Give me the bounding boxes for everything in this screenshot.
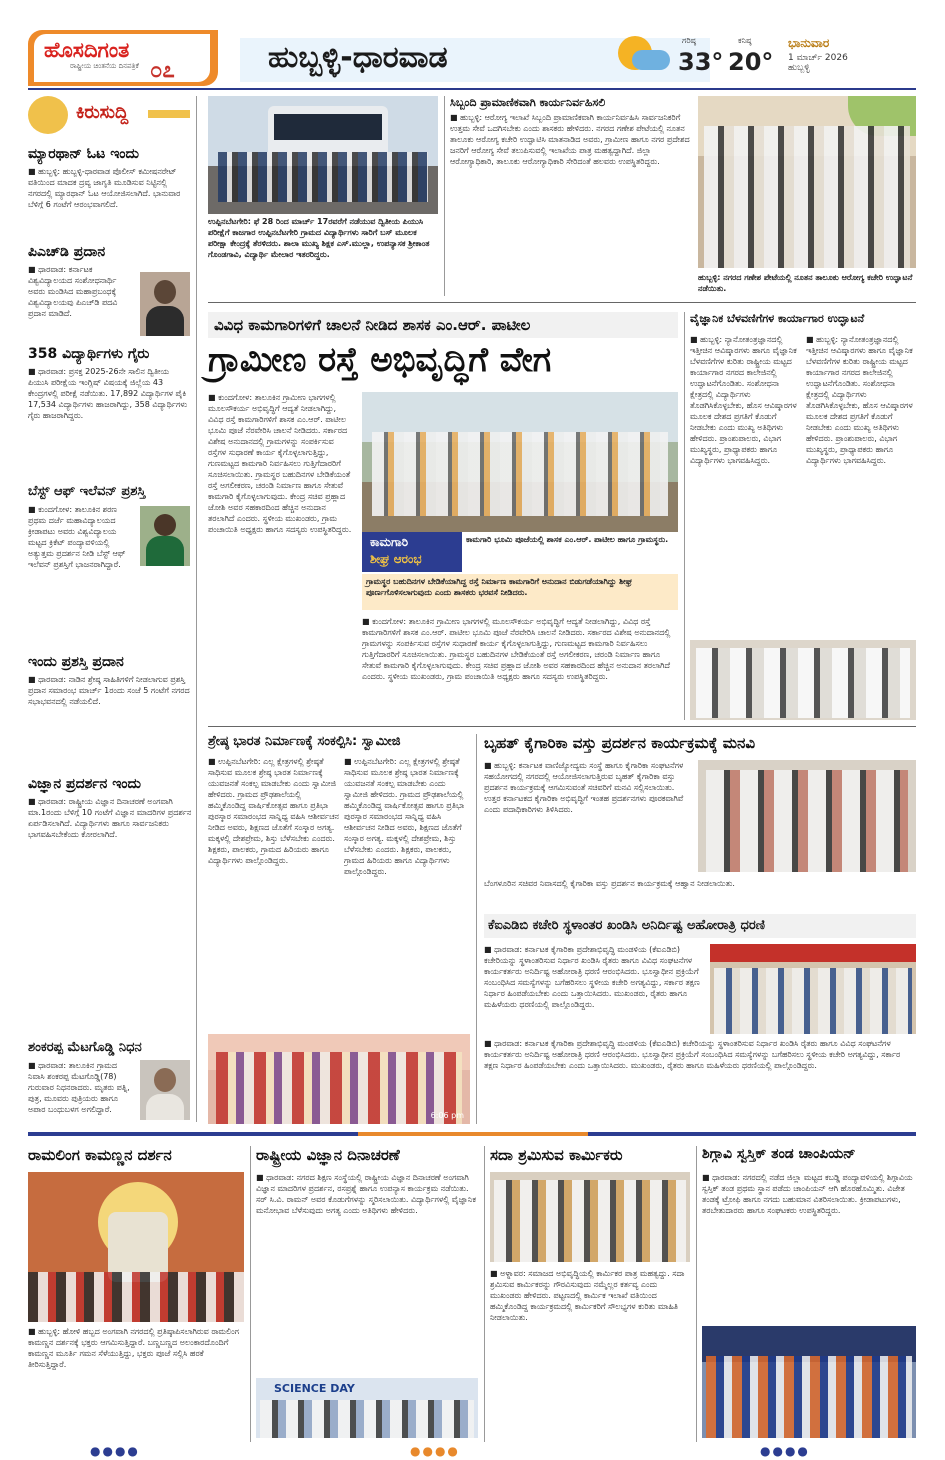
column-divider <box>196 96 197 1122</box>
page-number: ೦೭ <box>150 58 175 83</box>
expo-caption: ಬೆಂಗಳೂರಿನ ಸಚಿವರ ನಿವಾಸದಲ್ಲಿ ಕೈಗಾರಿಕಾ ವಸ್ತು ಪ್ರದರ್ಶನ ಕಾರ್ಯಕ್ರಮಕ್ಕೆ ಆಹ್ವಾನ ನೀಡಲಾಯಿತು. <box>484 879 735 888</box>
health-photo <box>698 96 916 268</box>
expo-photo <box>698 760 916 872</box>
lead-badge <box>362 532 462 572</box>
health-body: ■ ಹುಬ್ಬಳ್ಳಿ: ಆರೋಗ್ಯ ಇಲಾಖೆ ಸಿಬ್ಬಂದಿ ಪ್ರಾಮಾಣಿಕವಾಗಿ ಕಾರ್ಯನಿರ್ವಹಿಸಿ ಸಾರ್ವಜನಿಕರಿಗೆ ಉತ್ತಮ ಸೇವೆ ಒದಗಿಸಬೇಕು ಎಂದು ಶಾಸಕರು ಹೇಳಿದರು. ನಗರದ ಗಣೇಶ ಪೇಟೆಯಲ್ಲಿ ನೂತನ ತಾಲೂಕು ಆರೋಗ್ಯ ಕಚೇರಿ ಉದ್ಘಾಟಿಸಿ ಮಾತನಾಡಿದ ಅವರು, ಗ್ರಾಮೀಣ ಹಾಗೂ ನಗರ ಪ್ರದೇಶದ ಜನರಿಗೆ ಆರೋಗ್ಯ ಸೇವೆ ತಲುಪಿಸುವಲ್ಲಿ ಇಲಾಖೆಯ ಪಾತ್ರ ಮಹತ್ವದ್ದಾಗಿದೆ. ಜಿಲ್ಲಾ ಆರೋಗ್ಯಾಧಿಕಾರಿ, ತಾಲೂಕು ಆರೋಗ್ಯಾಧಿಕಾರಿ ಸೇರಿದಂತೆ ಹಲವರು ಉಪಸ್ಥಿತರಿದ್ದರು. <box>450 113 690 166</box>
brief-body-3: ■ ಧಾರವಾಡ: ಪ್ರಸಕ್ತ 2025-26ನೇ ಸಾಲಿನ ದ್ವಿತೀಯ ಪಿಯುಸಿ ಪರೀಕ್ಷೆಯ ಇಂಗ್ಲಿಷ್ ವಿಷಯಕ್ಕೆ ಜಿಲ್ಲೆಯ 43 ಕೇಂದ್ರಗಳಲ್ಲಿ ಪರೀಕ್ಷೆ ನಡೆಯಿತು. 17,892 ವಿದ್ಯಾರ್ಥಿಗಳ ಪೈಕಿ 17,534 ವಿದ್ಯಾರ್ಥಿಗಳು ಹಾಜರಾಗಿದ್ದು, 358 ವಿದ್ಯಾರ್ಥಿಗಳು ಗೈರು ಹಾಜರಾಗಿದ್ದರು. <box>28 367 188 420</box>
kirusuddi-bar <box>148 110 190 118</box>
protest-head: ಕೆಐಎಡಿಬಿ ಕಚೇರಿ ಸ್ಥಳಾಂತರ ಖಂಡಿಸಿ ಅನಿರ್ದಿಷ್ಟ ಅಹೋರಾತ್ರಿ ಧರಣಿ <box>484 914 916 938</box>
lead-badge-1: ಕಾಮಗಾರಿ <box>370 535 409 549</box>
bottom-bar-blue-2 <box>588 1132 916 1136</box>
lead-body: ■ ಕುಂದಗೋಳ: ತಾಲೂಕಿನ ಗ್ರಾಮೀಣ ಭಾಗಗಳಲ್ಲಿ ಮೂಲಸೌಕರ್ಯ ಅಭಿವೃದ್ಧಿಗೆ ಆದ್ಯತೆ ನೀಡಲಾಗಿದ್ದು, ವಿವಿಧ ರಸ್ತೆ ಕಾಮಗಾರಿಗಳಿಗೆ ಶಾಸಕ ಎಂ.ಆರ್. ಪಾಟೀಲ ಭೂಮಿ ಪೂಜೆ ನೆರವೇರಿಸಿ ಚಾಲನೆ ನೀಡಿದರು. ಸರ್ಕಾರದ ವಿಶೇಷ ಅನುದಾನದಲ್ಲಿ ಗ್ರಾಮಗಳನ್ನು ಸಂಪರ್ಕಿಸುವ ರಸ್ತೆಗಳ ಸುಧಾರಣೆ ಕಾರ್ಯ ಕೈಗೊಳ್ಳಲಾಗುತ್ತಿದ್ದು, ಗುಣಮಟ್ಟದ ಕಾಮಗಾರಿ ನಿರ್ವಹಿಸಲು ಗುತ್ತಿಗೆದಾರರಿಗೆ ಸೂಚಿಸಲಾಯಿತು. ಗ್ರಾಮಸ್ಥರ ಬಹುದಿನಗಳ ಬೇಡಿಕೆಯಂತೆ ರಸ್ತೆ ಅಗಲೀಕರಣ, ಚರಂಡಿ ನಿರ್ಮಾಣ ಹಾಗೂ ಸೇತುವೆ ಕಾಮಗಾರಿ ಕೈಗೊಳ್ಳಲಾಗುವುದು. ಕೇಂದ್ರ ಸಚಿವ ಪ್ರಹ್ಲಾದ ಜೋಶಿ ಅವರ ಸಹಕಾರದಿಂದ ಹೆಚ್ಚಿನ ಅನುದಾನ ತರಲಾಗಿದೆ ಎಂದರು. ಸ್ಥಳೀಯ ಮುಖಂಡರು, ಗ್ರಾಮ ಪಂಚಾಯಿತಿ ಅಧ್ಯಕ್ಷರು ಹಾಗೂ ಸದಸ್ಯರು ಉಪಸ್ಥಿತರಿದ್ದರು. <box>208 393 352 534</box>
brief-body-2: ■ ಧಾರವಾಡ: ಕರ್ನಾಟಕ ವಿಶ್ವವಿದ್ಯಾಲಯದ ಸಂಶೋಧನಾರ್ಥಿ ಅವರು ಮಂಡಿಸಿದ ಮಹಾಪ್ರಬಂಧಕ್ಕೆ ವಿಶ್ವವಿದ್ಯಾಲಯವು ಪಿಎಚ್‌ಡಿ ಪದವಿ ಪ್ರದಾನ ಮಾಡಿದೆ. <box>28 265 118 318</box>
column-divider-3 <box>684 312 685 720</box>
workshop-body: ■ ಹುಬ್ಬಳ್ಳಿ: ನ್ಯಾನೋತಂತ್ರಜ್ಞಾನದಲ್ಲಿ ಇತ್ತೀಚಿನ ಆವಿಷ್ಕಾರಗಳು ಹಾಗೂ ವೈಜ್ಞಾನಿಕ ಬೆಳವಣಿಗೆಗಳ ಕುರಿತು ರಾಷ್ಟ್ರೀಯ ಮಟ್ಟದ ಕಾರ್ಯಾಗಾರ ನಗರದ ಕಾಲೇಜಿನಲ್ಲಿ ಉದ್ಘಾಟನೆಗೊಂಡಿತು. ಸಂಶೋಧನಾ ಕ್ಷೇತ್ರದಲ್ಲಿ ವಿದ್ಯಾರ್ಥಿಗಳು ತೊಡಗಿಸಿಕೊಳ್ಳಬೇಕು, ಹೊಸ ಆವಿಷ್ಕಾರಗಳ ಮೂಲಕ ದೇಶದ ಪ್ರಗತಿಗೆ ಕೊಡುಗೆ ನೀಡಬೇಕು ಎಂದು ಮುಖ್ಯ ಅತಿಥಿಗಳು ಹೇಳಿದರು. ಪ್ರಾಂಶುಪಾಲರು, ವಿಭಾಗ ಮುಖ್ಯಸ್ಥರು, ಪ್ರಾಧ್ಯಾಪಕರು ಹಾಗೂ ವಿದ್ಯಾರ್ಥಿಗಳು ಭಾಗವಹಿಸಿದ್ದರು. <box>690 335 797 465</box>
lead-photo-caption: ಕಾಮಗಾರಿ ಭೂಮಿ ಪೂಜೆಯಲ್ಲಿ ಶಾಸಕ ಎಂ.ಆರ್. ಪಾಟೀಲ ಹಾಗೂ ಗ್ರಾಮಸ್ಥರು. <box>466 535 669 544</box>
ramalinga-head: ರಾಮಲಿಂಗ ಕಾಮಣ್ಣನ ದರ್ಶನ <box>28 1146 172 1164</box>
column-divider-7 <box>696 1146 697 1442</box>
hand-icon <box>28 96 68 134</box>
brief-body-1: ■ ಹುಬ್ಬಳ್ಳಿ: ಹುಬ್ಬಳ್ಳಿ-ಧಾರವಾಡ ಪೊಲೀಸ್ ಕಮೀಷನರೇಟ್ ವತಿಯಿಂದ ಮಾದಕ ದ್ರವ್ಯ ಜಾಗೃತಿ ಮೂಡಿಸುವ ನಿಟ್ಟಿನಲ್ಲಿ ನಗರದಲ್ಲಿ ಮ್ಯಾರಥಾನ್ ಓಟ ಆಯೋಜಿಸಲಾಗಿದೆ. ಭಾನುವಾರ ಬೆಳಿಗ್ಗೆ 6 ಗಂಟೆಗೆ ಆರಂಭವಾಗಲಿದೆ. <box>28 167 181 209</box>
logo-text: ಹೊಸದಿಗಂತ <box>44 38 130 62</box>
kabaddi-head: ಶಿಗ್ಗಾವಿ ಸ್ವಸ್ತಿಕ್ ತಂಡ ಚಾಂಪಿಯನ್ <box>702 1146 856 1162</box>
min-temp: 20° <box>728 48 774 76</box>
workshop-photo <box>690 640 916 720</box>
expo-head: ಬೃಹತ್ ಕೈಗಾರಿಕಾ ವಸ್ತು ಪ್ರದರ್ಶನ ಕಾರ್ಯಕ್ರಮಕ್ಕೆ ಮನವಿ <box>484 734 755 752</box>
health-head: ಸಿಬ್ಬಂದಿ ಪ್ರಾಮಾಣಿಕವಾಗಿ ಕಾರ್ಯನಿರ್ವಹಿಸಲಿ <box>450 96 606 109</box>
brief-body-4: ■ ಕುಂದಗೋಳ: ತಾಲೂಕಿನ ಶರಣ ಪ್ರಥಮ ದರ್ಜೆ ಮಹಾವಿದ್ಯಾಲಯದ ಕ್ರೀಡಾಪಟು ಅವರು ವಿಶ್ವವಿದ್ಯಾಲಯ ಮಟ್ಟದ ಕ್ರಿಕೆಟ್ ಪಂದ್ಯಾವಳಿಯಲ್ಲಿ ಅತ್ಯುತ್ತಮ ಪ್ರದರ್ಶನ ನೀಡಿ ಬೆಸ್ಟ್ ಆಫ್ ಇಲೆವನ್ ಪ್ರಶಸ್ತಿಗೆ ಭಾಜನರಾಗಿದ್ದಾರೆ. <box>28 505 126 569</box>
brief-head-4: ಬೆಸ್ಟ್ ಆಫ್ ಇಲೆವನ್ ಪ್ರಶಸ್ತಿ <box>28 484 146 499</box>
brief-head-7: ಶಂಕರಪ್ಪ ಮೆಟಗೊಡ್ಡಿ ನಿಧನ <box>28 1040 142 1055</box>
lead-body-2: ■ ಕುಂದಗೋಳ: ತಾಲೂಕಿನ ಗ್ರಾಮೀಣ ಭಾಗಗಳಲ್ಲಿ ಮೂಲಸೌಕರ್ಯ ಅಭಿವೃದ್ಧಿಗೆ ಆದ್ಯತೆ ನೀಡಲಾಗಿದ್ದು, ವಿವಿಧ ರಸ್ತೆ ಕಾಮಗಾರಿಗಳಿಗೆ ಶಾಸಕ ಎಂ.ಆರ್. ಪಾಟೀಲ ಭೂಮಿ ಪೂಜೆ ನೆರವೇರಿಸಿ ಚಾಲನೆ ನೀಡಿದರು. ಸರ್ಕಾರದ ವಿಶೇಷ ಅನುದಾನದಲ್ಲಿ ಗ್ರಾಮಗಳನ್ನು ಸಂಪರ್ಕಿಸುವ ರಸ್ತೆಗಳ ಸುಧಾರಣೆ ಕಾರ್ಯ ಕೈಗೊಳ್ಳಲಾಗುತ್ತಿದ್ದು, ಗುಣಮಟ್ಟದ ಕಾಮಗಾರಿ ನಿರ್ವಹಿಸಲು ಗುತ್ತಿಗೆದಾರರಿಗೆ ಸೂಚಿಸಲಾಯಿತು. ಗ್ರಾಮಸ್ಥರ ಬಹುದಿನಗಳ ಬೇಡಿಕೆಯಂತೆ ರಸ್ತೆ ಅಗಲೀಕರಣ, ಚರಂಡಿ ನಿರ್ಮಾಣ ಹಾಗೂ ಸೇತುವೆ ಕಾಮಗಾರಿ ಕೈಗೊಳ್ಳಲಾಗುವುದು. ಕೇಂದ್ರ ಸಚಿವ ಪ್ರಹ್ಲಾದ ಜೋಶಿ ಅವರ ಸಹಕಾರದಿಂದ ಹೆಚ್ಚಿನ ಅನುದಾನ ತರಲಾಗಿದೆ ಎಂದರು. ಸ್ಥಳೀಯ ಮುಖಂಡರು, ಗ್ರಾಮ ಪಂಚಾಯಿತಿ ಅಧ್ಯಕ್ಷರು ಹಾಗೂ ಸದಸ್ಯರು ಉಪಸ್ಥಿತರಿದ್ದರು. <box>362 617 671 681</box>
portrait-photo-2 <box>140 506 190 566</box>
workers-head: ಸದಾ ಶ್ರಮಿಸುವ ಕಾರ್ಮಿಕರು <box>490 1146 623 1164</box>
science-banner: SCIENCE DAY <box>274 1382 355 1395</box>
column-divider-6 <box>484 1146 485 1442</box>
kabaddi-photo <box>702 1326 916 1438</box>
kirusuddi-title: ಕಿರುಸುದ್ದಿ <box>76 102 129 123</box>
protest-photo <box>710 944 916 1034</box>
portrait-photo <box>140 272 190 336</box>
logo-tagline: ರಾಷ್ಟ್ರೀಯ ಚಿಂತನೆಯ ದಿನಪತ್ರಿಕೆ <box>70 62 139 70</box>
swamiji-body: ■ ಉಪ್ಪಿನಬೆಟಗೇರಿ: ಎಲ್ಲ ಕ್ಷೇತ್ರಗಳಲ್ಲಿ ಶ್ರೇಷ್ಠತೆ ಸಾಧಿಸುವ ಮೂಲಕ ಶ್ರೇಷ್ಠ ಭಾರತ ನಿರ್ಮಾಣಕ್ಕೆ ಯುವಜನತೆ ಸಂಕಲ್ಪ ಮಾಡಬೇಕು ಎಂದು ಸ್ವಾಮೀಜಿ ಹೇಳಿದರು. ಗ್ರಾಮದ ಪ್ರೌಢಶಾಲೆಯಲ್ಲಿ ಹಮ್ಮಿಕೊಂಡಿದ್ದ ವಾರ್ಷಿಕೋತ್ಸವ ಹಾಗೂ ಪ್ರತಿಭಾ ಪುರಸ್ಕಾರ ಸಮಾರಂಭದ ಸಾನ್ನಿಧ್ಯ ವಹಿಸಿ ಆಶೀರ್ವಚನ ನೀಡಿದ ಅವರು, ಶಿಕ್ಷಣದ ಜೊತೆಗೆ ಸಂಸ್ಕಾರ ಅಗತ್ಯ. ಮಕ್ಕಳಲ್ಲಿ ದೇಶಪ್ರೇಮ, ಶಿಸ್ತು ಬೆಳೆಸಬೇಕು ಎಂದರು. ಶಿಕ್ಷಕರು, ಪಾಲಕರು, ಗ್ರಾಮದ ಹಿರಿಯರು ಹಾಗೂ ವಿದ್ಯಾರ್ಥಿಗಳು ಪಾಲ್ಗೊಂಡಿದ್ದರು. <box>208 757 339 865</box>
protest-body-2: ■ ಧಾರವಾಡ: ಕರ್ನಾಟಕ ಕೈಗಾರಿಕಾ ಪ್ರದೇಶಾಭಿವೃದ್ಧಿ ಮಂಡಳಿಯ (ಕೆಐಎಡಿಬಿ) ಕಚೇರಿಯನ್ನು ಸ್ಥಳಾಂತರಿಸುವ ನಿರ್ಧಾರ ಖಂಡಿಸಿ ರೈತರು ಹಾಗೂ ವಿವಿಧ ಸಂಘಟನೆಗಳ ಕಾರ್ಯಕರ್ತರು ಅನಿರ್ದಿಷ್ಟ ಅಹೋರಾತ್ರಿ ಧರಣಿ ಆರಂಭಿಸಿದರು. ಭೂಸ್ವಾಧೀನ ಪ್ರಕ್ರಿಯೆಗೆ ಸಂಬಂಧಿಸಿದ ಸಮಸ್ಯೆಗಳನ್ನು ಬಗೆಹರಿಸಲು ಸ್ಥಳೀಯ ಕಚೇರಿ ಅಗತ್ಯವಿದ್ದು, ಸರ್ಕಾರ ತಕ್ಷಣ ನಿರ್ಧಾರ ಹಿಂಪಡೆಯಬೇಕು ಎಂದು ಒತ್ತಾಯಿಸಿದರು. ಮುಖಂಡರು, ರೈತರು ಹಾಗೂ ಮಹಿಳೆಯರು ಧರಣಿಯಲ್ಲಿ ಪಾಲ್ಗೊಂಡಿದ್ದರು. <box>484 1039 901 1070</box>
kabaddi-body: ■ ಧಾರವಾಡ: ನಗರದಲ್ಲಿ ನಡೆದ ಜಿಲ್ಲಾ ಮಟ್ಟದ ಕಬಡ್ಡಿ ಪಂದ್ಯಾವಳಿಯಲ್ಲಿ ಶಿಗ್ಗಾವಿಯ ಸ್ವಸ್ತಿಕ್ ತಂಡ ಪ್ರಥಮ ಸ್ಥಾನ ಪಡೆದು ಚಾಂಪಿಯನ್ ಆಗಿ ಹೊರಹೊಮ್ಮಿತು. ವಿಜೇತ ತಂಡಕ್ಕೆ ಟ್ರೋಫಿ ಹಾಗೂ ನಗದು ಬಹುಮಾನ ವಿತರಿಸಲಾಯಿತು. ಕ್ರೀಡಾಪಟುಗಳು, ತರಬೇತುದಾರರು ಹಾಗೂ ಸಂಘಟಕರು ಉಪಸ್ಥಿತರಿದ್ದರು. <box>702 1173 913 1215</box>
bus-photo <box>208 96 438 214</box>
science-photo <box>256 1378 478 1438</box>
cloud-icon <box>632 50 670 70</box>
science-head: ರಾಷ್ಟ್ರೀಯ ವಿಜ್ಞಾನ ದಿನಾಚರಣೆ <box>256 1146 400 1164</box>
swamiji-body-2: ■ ಉಪ್ಪಿನಬೆಟಗೇರಿ: ಎಲ್ಲ ಕ್ಷೇತ್ರಗಳಲ್ಲಿ ಶ್ರೇಷ್ಠತೆ ಸಾಧಿಸುವ ಮೂಲಕ ಶ್ರೇಷ್ಠ ಭಾರತ ನಿರ್ಮಾಣಕ್ಕೆ ಯುವಜನತೆ ಸಂಕಲ್ಪ ಮಾಡಬೇಕು ಎಂದು ಸ್ವಾಮೀಜಿ ಹೇಳಿದರು. ಗ್ರಾಮದ ಪ್ರೌಢಶಾಲೆಯಲ್ಲಿ ಹಮ್ಮಿಕೊಂಡಿದ್ದ ವಾರ್ಷಿಕೋತ್ಸವ ಹಾಗೂ ಪ್ರತಿಭಾ ಪುರಸ್ಕಾರ ಸಮಾರಂಭದ ಸಾನ್ನಿಧ್ಯ ವಹಿಸಿ ಆಶೀರ್ವಚನ ನೀಡಿದ ಅವರು, ಶಿಕ್ಷಣದ ಜೊತೆಗೆ ಸಂಸ್ಕಾರ ಅಗತ್ಯ. ಮಕ್ಕಳಲ್ಲಿ ದೇಶಪ್ರೇಮ, ಶಿಸ್ತು ಬೆಳೆಸಬೇಕು ಎಂದರು. ಶಿಕ್ಷಕರು, ಪಾಲಕರು, ಗ್ರಾಮದ ಹಿರಿಯರು ಹಾಗೂ ವಿದ್ಯಾರ್ಥಿಗಳು ಪಾಲ್ಗೊಂಡಿದ್ದರು. <box>344 757 465 876</box>
print-dots-3: ●●●● <box>760 1444 810 1458</box>
brief-body-5: ■ ಧಾರವಾಡ: ನಾಡಿನ ಶ್ರೇಷ್ಠ ಸಾಹಿತಿಗಳಿಗೆ ನೀಡಲಾಗುವ ಪ್ರಶಸ್ತಿ ಪ್ರದಾನ ಸಮಾರಂಭ ಮಾರ್ಚ್ 1ರಂದು ಸಂಜೆ 5 ಗಂಟೆಗೆ ನಗರದ ಸಭಾಭವನದಲ್ಲಿ ನಡೆಯಲಿದೆ. <box>28 675 190 706</box>
ramalinga-body: ■ ಹುಬ್ಬಳ್ಳಿ: ಹೋಳಿ ಹಬ್ಬದ ಅಂಗವಾಗಿ ನಗರದಲ್ಲಿ ಪ್ರತಿಷ್ಠಾಪಿಸಲಾಗಿರುವ ರಾಮಲಿಂಗ ಕಾಮಣ್ಣನ ದರ್ಶನಕ್ಕೆ ಭಕ್ತರು ಆಗಮಿಸುತ್ತಿದ್ದಾರೆ. ಬಣ್ಣಬಣ್ಣದ ಅಲಂಕಾರದೊಂದಿಗೆ ಕಾಮಣ್ಣನ ಮೂರ್ತಿ ಗಮನ ಸೆಳೆಯುತ್ತಿದ್ದು, ಭಕ್ತರು ಪೂಜೆ ಸಲ್ಲಿಸಿ ಹರಕೆ ತೀರಿಸುತ್ತಿದ್ದಾರೆ. <box>28 1327 239 1369</box>
min-temp-label: ಕನಿಷ್ಠ <box>738 36 752 45</box>
brief-head-2: ಪಿಎಚ್‌ಡಿ ಪ್ರದಾನ <box>28 244 106 260</box>
science-body: ■ ಧಾರವಾಡ: ನಗರದ ಶಿಕ್ಷಣ ಸಂಸ್ಥೆಯಲ್ಲಿ ರಾಷ್ಟ್ರೀಯ ವಿಜ್ಞಾನ ದಿನಾಚರಣೆ ಅಂಗವಾಗಿ ವಿಜ್ಞಾನ ಮಾದರಿಗಳ ಪ್ರದರ್ಶನ, ರಸಪ್ರಶ್ನೆ ಹಾಗೂ ಉಪನ್ಯಾಸ ಕಾರ್ಯಕ್ರಮ ನಡೆಯಿತು. ಸರ್ ಸಿ.ವಿ. ರಾಮನ್ ಅವರ ಕೊಡುಗೆಗಳನ್ನು ಸ್ಮರಿಸಲಾಯಿತು. ವಿದ್ಯಾರ್ಥಿಗಳಲ್ಲಿ ವೈಜ್ಞಾನಿಕ ಮನೋಭಾವ ಬೆಳೆಸುವುದು ಅಗತ್ಯ ಎಂದು ಅತಿಥಿಗಳು ಹೇಳಿದರು. <box>256 1173 476 1215</box>
photo-timestamp: 6:06 pm <box>430 1111 464 1120</box>
brief-head-6: ವಿಜ್ಞಾನ ಪ್ರದರ್ಶನ ಇಂದು <box>28 776 141 792</box>
health-caption: ಹುಬ್ಬಳ್ಳಿ: ನಗರದ ಗಣೇಶ ಪೇಟೆಯಲ್ಲಿ ನೂತನ ತಾಲೂಕು ಆರೋಗ್ಯ ಕಚೇರಿ ಉದ್ಘಾಟನೆ ನಡೆಯಿತು. <box>698 273 913 293</box>
section-rule <box>208 302 916 303</box>
workers-photo <box>490 1172 690 1262</box>
kirusuddi-header <box>28 96 188 134</box>
date: 1 ಮಾರ್ಚ್ 2026 <box>788 53 848 63</box>
bus-caption: ಉಪ್ಪಿನಬೆಟಗೇರಿ: ಫೆ 28 ರಿಂದ ಮಾರ್ಚ್ 17ರವರೆಗೆ ನಡೆಯುವ ದ್ವಿತೀಯ ಪಿಯುಸಿ ಪರೀಕ್ಷೆಗೆ ಕಾಜಗಾರ ಉಪ್ಪಿನಬೆಟಗೇರಿ ಗ್ರಾಮದ ವಿದ್ಯಾರ್ಥಿಗಳು ಸಾರಿಗೆ ಬಸ್ ಮೂಲಕ ಪರೀಕ್ಷಾ ಕೇಂದ್ರಕ್ಕೆ ತೆರಳಿದರು. ಶಾಲಾ ಮುಖ್ಯ ಶಿಕ್ಷಕ ಎಸ್.ಮುಲ್ಲಾ, ಉಪನ್ಯಾಸಕ ಶ್ರೀಕಾಂತ ಗೊಂಡಗಾವಿ, ವಿದ್ಯಾರ್ಥಿ ಮೇಲಾರ ಇತರರಿದ್ದರು. <box>208 217 430 259</box>
city-title: ಹುಬ್ಬಳ್ಳಿ-ಧಾರವಾಡ <box>268 40 448 75</box>
lead-kicker: ವಿವಿಧ ಕಾಮಗಾರಿಗಳಿಗೆ ಚಾಲನೆ ನೀಡಿದ ಶಾಸಕ ಎಂ.ಆರ್. ಪಾಟೀಲ <box>208 312 678 338</box>
ramalinga-photo <box>28 1172 244 1322</box>
column-divider-5 <box>250 1146 251 1442</box>
obituary-photo <box>140 1060 190 1120</box>
bottom-bar-orange <box>358 1132 588 1136</box>
brief-body-6: ■ ಧಾರವಾಡ: ರಾಷ್ಟ್ರೀಯ ವಿಜ್ಞಾನ ದಿನಾಚರಣೆ ಅಂಗವಾಗಿ ಮಾ.1ರಂದು ಬೆಳಿಗ್ಗೆ 10 ಗಂಟೆಗೆ ವಿಜ್ಞಾನ ಮಾದರಿಗಳ ಪ್ರದರ್ಶನ ಏರ್ಪಡಿಸಲಾಗಿದೆ. ವಿದ್ಯಾರ್ಥಿಗಳು ಹಾಗೂ ಸಾರ್ವಜನಿಕರು ಭಾಗವಹಿಸಬೇಕೆಂದು ಕೋರಲಾಗಿದೆ. <box>28 797 192 839</box>
workshop-head: ವೈಜ್ಞಾನಿಕ ಬೆಳವಣಿಗೆಗಳ ಕಾರ್ಯಾಗಾರ ಉದ್ಘಾಟನೆ <box>690 312 865 325</box>
brief-head-3: 358 ವಿದ್ಯಾರ್ಥಿಗಳು ಗೈರು <box>28 346 150 362</box>
swamiji-photo <box>208 1034 470 1124</box>
weekday: ಭಾನುವಾರ <box>788 36 830 50</box>
lead-photo <box>362 392 678 532</box>
brief-head-5: ಇಂದು ಪ್ರಶಸ್ತಿ ಪ್ರದಾನ <box>28 654 124 670</box>
max-temp: 33° <box>678 48 724 76</box>
column-divider-4 <box>476 734 477 1124</box>
workers-body: ■ ಅಳ್ನಾವರ: ಸಮಾಜದ ಅಭಿವೃದ್ಧಿಯಲ್ಲಿ ಕಾರ್ಮಿಕರ ಪಾತ್ರ ಮಹತ್ವದ್ದು. ಸದಾ ಶ್ರಮಿಸುವ ಕಾರ್ಮಿಕರನ್ನು ಗೌರವಿಸುವುದು ನಮ್ಮೆಲ್ಲರ ಕರ್ತವ್ಯ ಎಂದು ಮುಖಂಡರು ಹೇಳಿದರು. ಪಟ್ಟಣದಲ್ಲಿ ಕಾರ್ಮಿಕ ಇಲಾಖೆ ವತಿಯಿಂದ ಹಮ್ಮಿಕೊಂಡಿದ್ದ ಕಾರ್ಯಕ್ರಮದಲ್ಲಿ ಕಾರ್ಮಿಕರಿಗೆ ಸೌಲಭ್ಯಗಳ ಕುರಿತು ಮಾಹಿತಿ ನೀಡಲಾಯಿತು. <box>490 1269 685 1322</box>
print-dots-2: ●●●● <box>410 1444 460 1458</box>
brief-head-1: ಮ್ಯಾರಥಾನ್ ಓಟ ಇಂದು <box>28 146 139 162</box>
top-rule <box>28 88 916 90</box>
column-divider-2 <box>444 96 445 296</box>
max-temp-label: ಗರಿಷ್ಠ <box>682 36 696 45</box>
print-dots: ●●●● <box>90 1444 140 1458</box>
protest-body: ■ ಧಾರವಾಡ: ಕರ್ನಾಟಕ ಕೈಗಾರಿಕಾ ಪ್ರದೇಶಾಭಿವೃದ್ಧಿ ಮಂಡಳಿಯ (ಕೆಐಎಡಿಬಿ) ಕಚೇರಿಯನ್ನು ಸ್ಥಳಾಂತರಿಸುವ ನಿರ್ಧಾರ ಖಂಡಿಸಿ ರೈತರು ಹಾಗೂ ವಿವಿಧ ಸಂಘಟನೆಗಳ ಕಾರ್ಯಕರ್ತರು ಅನಿರ್ದಿಷ್ಟ ಅಹೋರಾತ್ರಿ ಧರಣಿ ಆರಂಭಿಸಿದರು. ಭೂಸ್ವಾಧೀನ ಪ್ರಕ್ರಿಯೆಗೆ ಸಂಬಂಧಿಸಿದ ಸಮಸ್ಯೆಗಳನ್ನು ಬಗೆಹರಿಸಲು ಸ್ಥಳೀಯ ಕಚೇರಿ ಅಗತ್ಯವಿದ್ದು, ಸರ್ಕಾರ ತಕ್ಷಣ ನಿರ್ಧಾರ ಹಿಂಪಡೆಯಬೇಕು ಎಂದು ಒತ್ತಾಯಿಸಿದರು. ಮುಖಂಡರು, ರೈತರು ಹಾಗೂ ಮಹಿಳೆಯರು ಧರಣಿಯಲ್ಲಿ ಪಾಲ್ಗೊಂಡಿದ್ದರು. <box>484 945 700 1009</box>
lead-badge-2: ಶೀಘ್ರ ಆರಂಭ <box>370 552 422 566</box>
edition: ಹುಬ್ಬಳ್ಳಿ <box>788 63 810 73</box>
lead-highlight: ಗ್ರಾಮಸ್ಥರ ಬಹುದಿನಗಳ ಬೇಡಿಕೆಯಾಗಿದ್ದ ರಸ್ತೆ ನಿರ್ಮಾಣ ಕಾಮಗಾರಿಗೆ ಅನುದಾನ ಬಿಡುಗಡೆಯಾಗಿದ್ದು ಶೀಘ್ರ ಪೂರ್ಣಗೊಳಿಸಲಾಗುವುದು ಎಂದು ಶಾಸಕರು ಭರವಸೆ ನೀಡಿದರು. <box>362 574 678 610</box>
expo-body: ■ ಹುಬ್ಬಳ್ಳಿ: ಕರ್ನಾಟಕ ವಾಣಿಜ್ಯೋದ್ಯಮ ಸಂಸ್ಥೆ ಹಾಗೂ ಕೈಗಾರಿಕಾ ಸಂಘಟನೆಗಳ ಸಹಯೋಗದಲ್ಲಿ ನಗರದಲ್ಲಿ ಆಯೋಜಿಸಲಾಗುತ್ತಿರುವ ಬೃಹತ್ ಕೈಗಾರಿಕಾ ವಸ್ತು ಪ್ರದರ್ಶನ ಕಾರ್ಯಕ್ರಮಕ್ಕೆ ಆಗಮಿಸುವಂತೆ ಸಚಿವರಿಗೆ ಮನವಿ ಸಲ್ಲಿಸಲಾಯಿತು. ಉತ್ತರ ಕರ್ನಾಟಕದ ಕೈಗಾರಿಕಾ ಅಭಿವೃದ್ಧಿಗೆ ಇಂತಹ ಪ್ರದರ್ಶನಗಳು ಪೂರಕವಾಗಿವೆ ಎಂದು ಪದಾಧಿಕಾರಿಗಳು ತಿಳಿಸಿದರು. <box>484 761 684 814</box>
bottom-bar-blue <box>28 1132 358 1136</box>
swamiji-head: ಶ್ರೇಷ್ಠ ಭಾರತ ನಿರ್ಮಾಣಕ್ಕೆ ಸಂಕಲ್ಪಿಸಿ: ಸ್ವಾಮೀಜಿ <box>208 734 401 749</box>
lead-headline: ಗ್ರಾಮೀಣ ರಸ್ತೆ ಅಭಿವೃದ್ಧಿಗೆ ವೇಗ <box>208 340 552 380</box>
section-rule-2 <box>208 726 916 727</box>
date-box <box>788 36 908 73</box>
workshop-body-2: ■ ಹುಬ್ಬಳ್ಳಿ: ನ್ಯಾನೋತಂತ್ರಜ್ಞಾನದಲ್ಲಿ ಇತ್ತೀಚಿನ ಆವಿಷ್ಕಾರಗಳು ಹಾಗೂ ವೈಜ್ಞಾನಿಕ ಬೆಳವಣಿಗೆಗಳ ಕುರಿತು ರಾಷ್ಟ್ರೀಯ ಮಟ್ಟದ ಕಾರ್ಯಾಗಾರ ನಗರದ ಕಾಲೇಜಿನಲ್ಲಿ ಉದ್ಘಾಟನೆಗೊಂಡಿತು. ಸಂಶೋಧನಾ ಕ್ಷೇತ್ರದಲ್ಲಿ ವಿದ್ಯಾರ್ಥಿಗಳು ತೊಡಗಿಸಿಕೊಳ್ಳಬೇಕು, ಹೊಸ ಆವಿಷ್ಕಾರಗಳ ಮೂಲಕ ದೇಶದ ಪ್ರಗತಿಗೆ ಕೊಡುಗೆ ನೀಡಬೇಕು ಎಂದು ಮುಖ್ಯ ಅತಿಥಿಗಳು ಹೇಳಿದರು. ಪ್ರಾಂಶುಪಾಲರು, ವಿಭಾಗ ಮುಖ್ಯಸ್ಥರು, ಪ್ರಾಧ್ಯಾಪಕರು ಹಾಗೂ ವಿದ್ಯಾರ್ಥಿಗಳು ಭಾಗವಹಿಸಿದ್ದರು. <box>806 335 913 465</box>
brief-body-7: ■ ಧಾರವಾಡ: ತಾಲೂಕಿನ ಗ್ರಾಮದ ನಿವಾಸಿ ಶಂಕರಪ್ಪ ಮೆಟಗೊಡ್ಡಿ(78) ಗುರುವಾರ ನಿಧನರಾದರು. ಮೃತರು ಪತ್ನಿ, ಪುತ್ರ, ಮೂವರು ಪುತ್ರಿಯರು ಹಾಗೂ ಅಪಾರ ಬಂಧುಬಳಗ ಅಗಲಿದ್ದಾರೆ. <box>28 1061 130 1114</box>
